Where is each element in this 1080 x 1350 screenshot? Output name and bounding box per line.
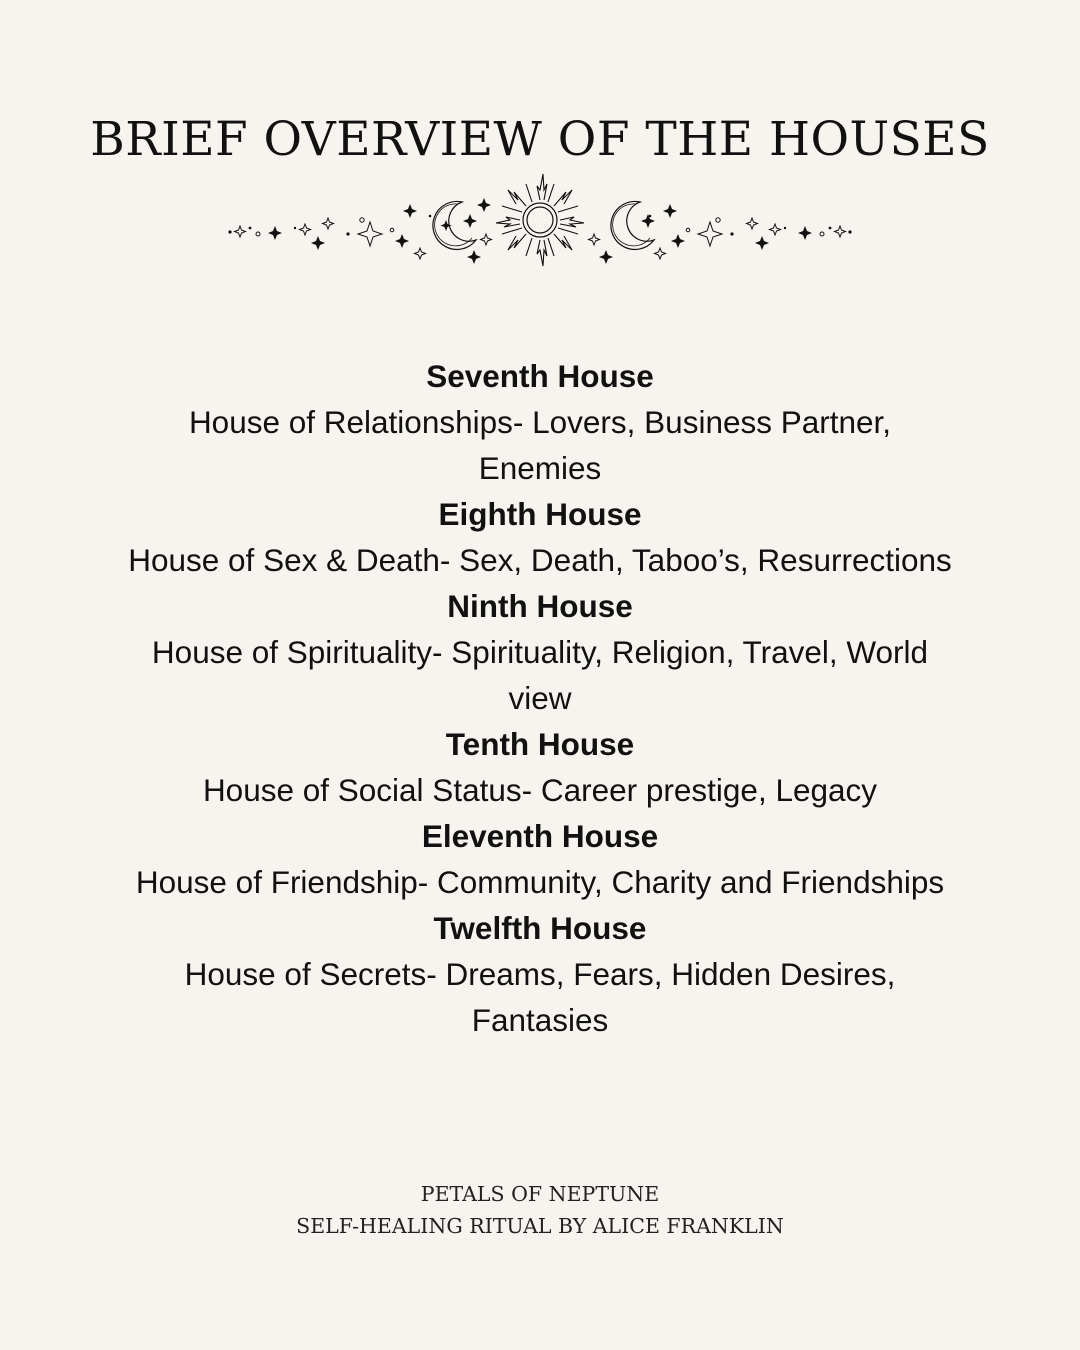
house-title-ninth: Ninth House [447, 588, 633, 624]
house-title-tenth: Tenth House [445, 726, 635, 762]
house-description-tenth: House of Social Status- Career prestige, Legacy [202, 772, 878, 808]
sun-icon [496, 174, 584, 266]
house-description-twelfth: House of Secrets- Dreams, Fears, Hidden Desires, Fantasies [184, 956, 896, 1038]
footer-credit: SELF-HEALING RITUAL BY ALICE FRANKLIN [296, 1214, 784, 1238]
house-title-eleventh: Eleventh House [421, 818, 659, 854]
page-title: BRIEF OVERVIEW OF THE HOUSES [90, 112, 990, 167]
house-title-twelfth: Twelfth House [433, 910, 647, 946]
house-title-seventh: Seventh House [426, 358, 654, 394]
house-description-ninth: House of Spirituality- Spirituality, Religion, Travel, World view [151, 634, 929, 716]
house-description-eighth: House of Sex & Death- Sex, Death, Taboo’s, Resurrections [128, 542, 952, 578]
footer-brand: PETALS OF NEPTUNE [420, 1182, 660, 1206]
stars-right-icon [599, 204, 852, 264]
house-title-eighth: Eighth House [438, 496, 642, 532]
house-description-eleventh: House of Friendship- Community, Charity and Friendships [135, 864, 945, 900]
houses-list [100, 353, 980, 1043]
stars-left-outline-icon [235, 218, 492, 259]
footer [0, 1178, 1080, 1242]
celestial-divider-icon [220, 168, 860, 272]
house-description-seventh: House of Relationships- Lovers, Business Partner, Enemies [188, 404, 892, 486]
